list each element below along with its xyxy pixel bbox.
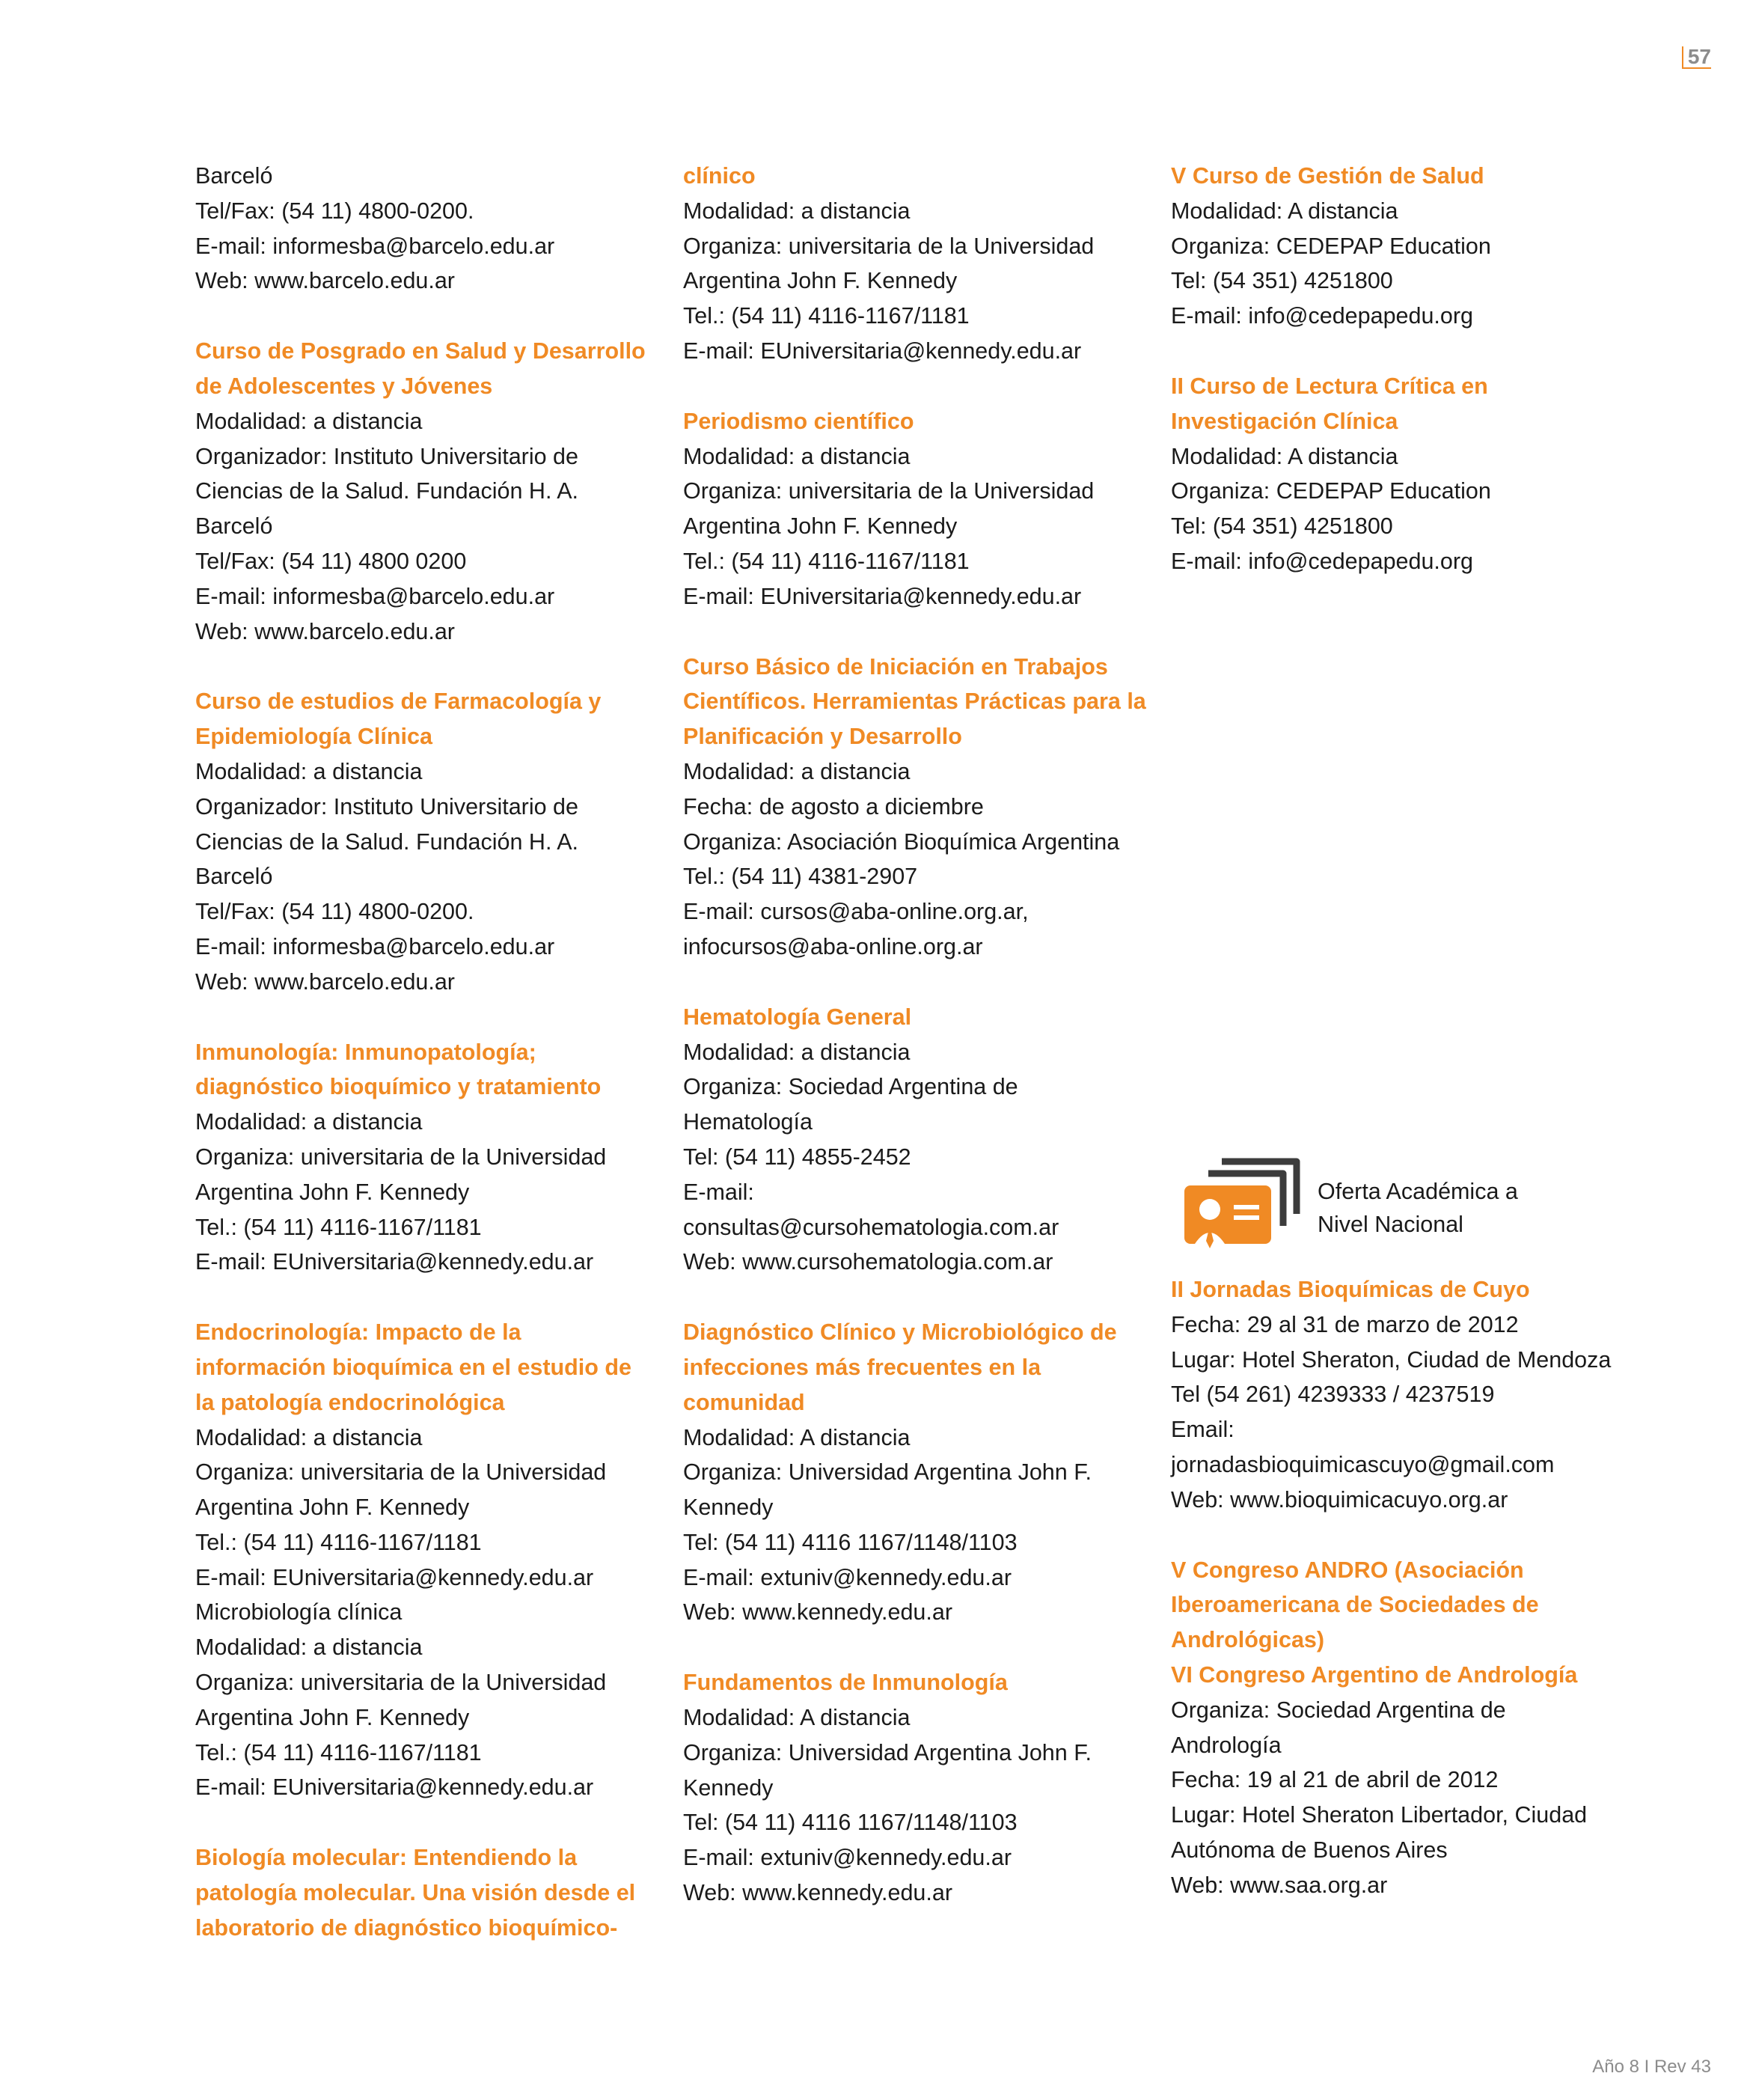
listing-line: Modalidad: a distancia bbox=[195, 1109, 423, 1135]
footer-issue: Año 8 I Rev 43 bbox=[1592, 2057, 1711, 2077]
listing-line: Lugar: Hotel Sheraton Libertador, Ciudad bbox=[1171, 1802, 1588, 1828]
listing-line: E-mail: informesba@barcelo.edu.ar bbox=[195, 233, 555, 259]
listing-title: VI Congreso Argentino de Andrología bbox=[1171, 1661, 1578, 1688]
listing-entry bbox=[683, 1315, 1147, 1630]
listing-entry bbox=[195, 684, 659, 999]
listing-line: Tel (54 261) 4239333 / 4237519 bbox=[1171, 1382, 1495, 1408]
listing-line: E-mail: EUniversitaria@kennedy.edu.ar bbox=[683, 583, 1082, 609]
listing-line: Ciencias de la Salud. Fundación H. A. bbox=[195, 478, 579, 504]
listing-line: Kennedy bbox=[683, 1495, 774, 1521]
listing-title: de Adolescentes y Jóvenes bbox=[195, 373, 493, 399]
listing-entry bbox=[683, 650, 1147, 965]
listing-title: V Curso de Gestión de Salud bbox=[1171, 163, 1484, 189]
listing-title: Fundamentos de Inmunología bbox=[683, 1670, 1008, 1696]
listing-line: Modalidad: a distancia bbox=[683, 198, 911, 224]
listing-line: Tel/Fax: (54 11) 4800-0200. bbox=[195, 899, 474, 925]
listing-title: Inmunología: Inmunopatología; bbox=[195, 1039, 536, 1065]
listing-line: E-mail: extuniv@kennedy.edu.ar bbox=[683, 1564, 1012, 1590]
listing-line: Tel: (54 11) 4116 1167/1148/1103 bbox=[683, 1810, 1018, 1836]
listing-line: Organiza: Universidad Argentina John F. bbox=[683, 1459, 1092, 1486]
listing-line: E-mail: bbox=[683, 1179, 754, 1205]
listing-title: V Congreso ANDRO (Asociación bbox=[1171, 1557, 1524, 1583]
listing-line: Tel: (54 351) 4251800 bbox=[1171, 513, 1393, 540]
listing-title: Hematología General bbox=[683, 1004, 912, 1030]
listing-title: Curso de Posgrado en Salud y Desarrollo bbox=[195, 338, 646, 364]
listing-line: Organizador: Instituto Universitario de bbox=[195, 793, 578, 819]
listing-line: Web: www.saa.org.ar bbox=[1171, 1872, 1388, 1898]
listing-entry bbox=[195, 1315, 659, 1805]
listing-line: E-mail: EUniversitaria@kennedy.edu.ar bbox=[683, 338, 1082, 364]
listing-title: Diagnóstico Clínico y Microbiológico de bbox=[683, 1319, 1117, 1346]
listing-title: Curso de estudios de Farmacología y bbox=[195, 689, 602, 715]
listing-line: Organiza: Asociación Bioquímica Argentina bbox=[683, 828, 1120, 855]
listing-entry bbox=[683, 1665, 1147, 1911]
listing-line: Organiza: universitaria de la Universidad bbox=[195, 1670, 607, 1696]
column-3-national bbox=[1171, 1272, 1635, 1938]
listing-line: Tel.: (54 11) 4116-1167/1181 bbox=[683, 548, 970, 574]
listing-line: Argentina John F. Kennedy bbox=[195, 1179, 470, 1205]
section-label-line: Oferta Académica a bbox=[1318, 1179, 1518, 1204]
column-2 bbox=[683, 159, 1147, 1946]
listing-line: Fecha: de agosto a diciembre bbox=[683, 793, 984, 819]
section-header bbox=[1171, 1153, 1635, 1257]
listing-title: clínico bbox=[683, 163, 756, 189]
listing-line: Organiza: universitaria de la Universidad bbox=[683, 233, 1095, 259]
listing-line: Web: www.kennedy.edu.ar bbox=[683, 1880, 952, 1906]
section-label-line: Nivel Nacional bbox=[1318, 1212, 1463, 1237]
listing-line: consultas@cursohematologia.com.ar bbox=[683, 1214, 1059, 1240]
listing-line: Web: www.cursohematologia.com.ar bbox=[683, 1249, 1053, 1275]
listing-title: Biología molecular: Entendiendo la bbox=[195, 1845, 578, 1871]
listing-entry bbox=[1171, 1553, 1635, 1903]
listing-title: II Jornadas Bioquímicas de Cuyo bbox=[1171, 1277, 1530, 1302]
listing-line: Web: www.kennedy.edu.ar bbox=[683, 1599, 952, 1626]
column-3 bbox=[1171, 159, 1635, 614]
listing-line: Tel.: (54 11) 4116-1167/1181 bbox=[683, 303, 970, 329]
listing-line: Organizador: Instituto Universitario de bbox=[195, 443, 578, 469]
listing-entry bbox=[683, 1000, 1147, 1280]
listing-line: Argentina John F. Kennedy bbox=[683, 513, 958, 540]
listing-line: Modalidad: a distancia bbox=[683, 443, 911, 469]
listing-title: diagnóstico bioquímico y tratamiento bbox=[195, 1074, 602, 1100]
listing-title: patología molecular. Una visión desde el bbox=[195, 1880, 636, 1906]
listing-line: Organiza: CEDEPAP Education bbox=[1171, 478, 1491, 504]
listing-line: Fecha: 29 al 31 de marzo de 2012 bbox=[1171, 1311, 1519, 1337]
listing-line: Autónoma de Buenos Aires bbox=[1171, 1837, 1448, 1863]
listing-line: Modalidad: a distancia bbox=[683, 1039, 911, 1065]
listing-line: Organiza: universitaria de la Universidad bbox=[195, 1144, 607, 1170]
listing-title: laboratorio de diagnóstico bioquímico- bbox=[195, 1914, 618, 1941]
listing-title: información bioquímica en el estudio de bbox=[195, 1354, 631, 1380]
listing-entry bbox=[1171, 159, 1635, 334]
listing-line: Web: www.bioquimicacuyo.org.ar bbox=[1171, 1486, 1508, 1513]
listing-line: Argentina John F. Kennedy bbox=[195, 1704, 470, 1730]
listing-title: la patología endocrinológica bbox=[195, 1389, 505, 1415]
listing-line: Modalidad: a distancia bbox=[195, 1424, 423, 1450]
listing-line: Tel: (54 11) 4855-2452 bbox=[683, 1144, 911, 1170]
listing-line: Tel/Fax: (54 11) 4800 0200 bbox=[195, 548, 467, 574]
listing-line: Modalidad: A distancia bbox=[683, 1424, 911, 1450]
listing-line: Barceló bbox=[195, 864, 273, 890]
listing-title: Investigación Clínica bbox=[1171, 408, 1398, 434]
listing-line: Organiza: universitaria de la Universidad bbox=[683, 478, 1095, 504]
listing-line: E-mail: informesba@barcelo.edu.ar bbox=[195, 933, 555, 959]
listing-line: jornadasbioquimicascuyo@gmail.com bbox=[1171, 1451, 1555, 1477]
certificate-icon bbox=[1178, 1153, 1306, 1257]
listing-line: Microbiología clínica bbox=[195, 1599, 403, 1626]
listing-title: Planificación y Desarrollo bbox=[683, 724, 962, 750]
listing-line: Web: www.barcelo.edu.ar bbox=[195, 268, 455, 294]
listing-line: E-mail: extuniv@kennedy.edu.ar bbox=[683, 1845, 1012, 1871]
listing-line: Tel.: (54 11) 4116-1167/1181 bbox=[195, 1739, 482, 1765]
listing-line: Lugar: Hotel Sheraton, Ciudad de Mendoza bbox=[1171, 1346, 1612, 1373]
listing-line: Tel: (54 351) 4251800 bbox=[1171, 268, 1393, 294]
listing-line: E-mail: EUniversitaria@kennedy.edu.ar bbox=[195, 1774, 594, 1801]
listing-line: Tel/Fax: (54 11) 4800-0200. bbox=[195, 198, 474, 224]
listing-entry bbox=[195, 1840, 659, 1945]
listing-title: comunidad bbox=[683, 1389, 805, 1415]
listing-title: II Curso de Lectura Crítica en bbox=[1171, 373, 1488, 399]
section-label bbox=[1318, 1175, 1518, 1241]
listing-entry bbox=[683, 404, 1147, 614]
listing-line: Modalidad: a distancia bbox=[195, 1634, 423, 1661]
listing-line: Ciencias de la Salud. Fundación H. A. bbox=[195, 828, 579, 855]
listing-line: Modalidad: A distancia bbox=[683, 1705, 911, 1731]
listing-line: Modalidad: a distancia bbox=[195, 408, 423, 434]
listing-line: Modalidad: a distancia bbox=[683, 758, 911, 784]
listing-line: Tel.: (54 11) 4116-1167/1181 bbox=[195, 1214, 482, 1240]
listing-line: Barceló bbox=[195, 163, 273, 189]
listing-line: Tel.: (54 11) 4381-2907 bbox=[683, 864, 918, 890]
listing-line: E-mail: EUniversitaria@kennedy.edu.ar bbox=[195, 1564, 594, 1590]
listing-line: Organiza: universitaria de la Universidad bbox=[195, 1459, 607, 1486]
listing-title: Endocrinología: Impacto de la bbox=[195, 1319, 521, 1346]
listing-line: E-mail: informesba@barcelo.edu.ar bbox=[195, 583, 555, 609]
listing-title: Iberoamericana de Sociedades de bbox=[1171, 1592, 1539, 1618]
listing-line: Web: www.barcelo.edu.ar bbox=[195, 968, 455, 995]
listing-entry bbox=[195, 159, 659, 299]
listing-line: E-mail: info@cedepapedu.org bbox=[1171, 548, 1473, 574]
page-number: 57 bbox=[1682, 46, 1711, 69]
listing-line: Modalidad: A distancia bbox=[1171, 443, 1398, 469]
listing-line: Argentina John F. Kennedy bbox=[195, 1495, 470, 1521]
listing-line: Web: www.barcelo.edu.ar bbox=[195, 618, 455, 644]
listing-line: Organiza: Sociedad Argentina de bbox=[1171, 1697, 1506, 1723]
listing-line: Tel.: (54 11) 4116-1167/1181 bbox=[195, 1529, 482, 1555]
listing-line: Organiza: CEDEPAP Education bbox=[1171, 233, 1491, 259]
listing-line: Organiza: Universidad Argentina John F. bbox=[683, 1739, 1092, 1765]
listing-line: infocursos@aba-online.org.ar bbox=[683, 933, 983, 959]
listing-title: Curso Básico de Iniciación en Trabajos bbox=[683, 653, 1108, 680]
listing-entry bbox=[1171, 369, 1635, 579]
listing-line: Modalidad: A distancia bbox=[1171, 198, 1398, 224]
listing-line: Hematología bbox=[683, 1109, 813, 1135]
listing-title: Andrológicas) bbox=[1171, 1627, 1325, 1653]
listing-line: E-mail: info@cedepapedu.org bbox=[1171, 303, 1473, 329]
listing-line: Fecha: 19 al 21 de abril de 2012 bbox=[1171, 1767, 1499, 1793]
listing-line: Argentina John F. Kennedy bbox=[683, 268, 958, 294]
listing-title: Científicos. Herramientas Prácticas para la bbox=[683, 689, 1146, 715]
listing-line: Andrología bbox=[1171, 1732, 1282, 1758]
listing-line: Barceló bbox=[195, 513, 273, 540]
listing-line: Tel: (54 11) 4116 1167/1148/1103 bbox=[683, 1529, 1018, 1555]
listing-title: Epidemiología Clínica bbox=[195, 724, 432, 750]
listing-entry bbox=[195, 334, 659, 649]
column-1 bbox=[195, 159, 659, 1981]
listing-line: Organiza: Sociedad Argentina de bbox=[683, 1074, 1018, 1100]
listing-line: Kennedy bbox=[683, 1774, 774, 1801]
listing-line: E-mail: EUniversitaria@kennedy.edu.ar bbox=[195, 1249, 594, 1275]
listing-entry bbox=[683, 159, 1147, 369]
listing-line: E-mail: cursos@aba-online.org.ar, bbox=[683, 899, 1029, 925]
listing-line: Email: bbox=[1171, 1417, 1235, 1443]
listing-line: Modalidad: a distancia bbox=[195, 758, 423, 784]
listing-entry bbox=[195, 1035, 659, 1281]
listing-title: infecciones más frecuentes en la bbox=[683, 1354, 1041, 1380]
listing-title: Periodismo científico bbox=[683, 408, 914, 434]
listing-entry bbox=[1171, 1272, 1635, 1518]
